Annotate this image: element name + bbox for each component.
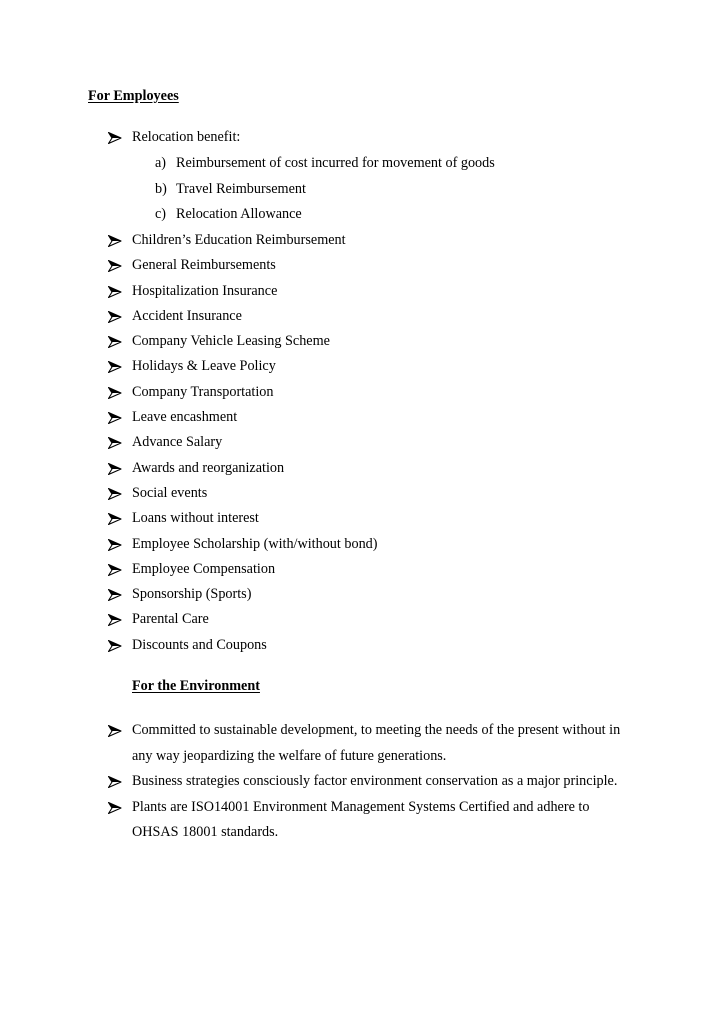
- arrow-bullet-icon: [108, 228, 124, 253]
- arrow-bullet-icon: [108, 481, 124, 506]
- arrow-bullet-icon: [108, 405, 124, 430]
- arrow-bullet-icon: [108, 125, 124, 150]
- list-item: [0, 279, 728, 304]
- list-item: [0, 795, 728, 846]
- list-item: [0, 506, 728, 531]
- sub-item-text: Relocation Allowance: [176, 206, 302, 222]
- list-item-text: Sponsorship (Sports): [132, 586, 252, 603]
- relocation-sublist: [0, 151, 728, 228]
- arrow-bullet-icon: [108, 795, 124, 821]
- list-item: [0, 557, 728, 582]
- list-item: [0, 607, 728, 632]
- sub-item-text: Reimbursement of cost incurred for movement of goods: [176, 155, 495, 171]
- list-item: [0, 769, 728, 795]
- list-item: [0, 405, 728, 430]
- list-item: [0, 430, 728, 455]
- list-item-text: Hospitalization Insurance: [132, 282, 278, 299]
- list-item-text: Awards and reorganization: [132, 459, 285, 476]
- employees-heading: For Employees: [88, 88, 179, 104]
- sub-list-item: [0, 202, 728, 228]
- list-item: [0, 380, 728, 405]
- list-item-text: Leave encashment: [132, 409, 238, 426]
- list-item: [0, 633, 728, 658]
- list-item: [0, 354, 728, 379]
- list-item: [0, 481, 728, 506]
- list-item-text: Advance Salary: [132, 434, 223, 451]
- arrow-bullet-icon: [108, 532, 124, 557]
- arrow-bullet-icon: [108, 253, 124, 278]
- list-item: [0, 253, 728, 278]
- relocation-list: [0, 125, 728, 150]
- list-item-text: Discounts and Coupons: [132, 636, 267, 653]
- list-item-text: Children’s Education Reimbursement: [132, 232, 346, 248]
- arrow-bullet-icon: [108, 607, 124, 632]
- arrow-bullet-icon: [108, 329, 124, 354]
- environment-list: [0, 718, 728, 846]
- list-item-text: Employee Scholarship (with/without bond): [132, 535, 378, 552]
- list-item: [0, 329, 728, 354]
- benefit-list: [0, 228, 728, 658]
- list-item: [0, 532, 728, 557]
- arrow-bullet-icon: [108, 304, 124, 329]
- arrow-bullet-icon: [108, 456, 124, 481]
- sub-item-text: Travel Reimbursement: [176, 180, 306, 197]
- list-item-text: Committed to sustainable development, to meeting the needs of the present without in: [132, 722, 621, 738]
- sub-list-item: [0, 177, 728, 203]
- list-item-text: Employee Compensation: [132, 560, 276, 577]
- list-item-text: Accident Insurance: [132, 307, 242, 324]
- list-item-text: Company Transportation: [132, 383, 274, 400]
- list-item-text: Loans without interest: [132, 510, 259, 527]
- arrow-bullet-icon: [108, 506, 124, 531]
- arrow-bullet-icon: [108, 718, 124, 744]
- list-item: [0, 228, 728, 253]
- list-item: [0, 456, 728, 481]
- list-item-text: Plants are ISO14001 Environment Management Systems Certified and adhere to: [132, 798, 590, 815]
- list-item-text: Parental Care: [132, 611, 209, 628]
- sub-item-marker: a): [155, 155, 167, 171]
- arrow-bullet-icon: [108, 430, 124, 455]
- list-item-text: Social events: [132, 484, 208, 501]
- list-item-text-continued: any way jeopardizing the welfare of future generations.: [132, 747, 447, 764]
- list-item: [0, 125, 728, 150]
- list-item: [0, 582, 728, 607]
- sub-item-marker: b): [155, 180, 167, 197]
- list-item: [0, 718, 728, 769]
- environment-heading: For the Environment: [132, 678, 260, 694]
- list-item-text-continued: OHSAS 18001 standards.: [132, 824, 279, 840]
- arrow-bullet-icon: [108, 279, 124, 304]
- list-item-text: Business strategies consciously factor environment conservation as a major principle.: [132, 773, 618, 789]
- sub-list-item: [0, 151, 728, 177]
- arrow-bullet-icon: [108, 557, 124, 582]
- list-item-text: General Reimbursements: [132, 257, 276, 274]
- relocation-label: Relocation benefit:: [132, 129, 241, 145]
- sub-item-marker: c): [155, 206, 167, 222]
- arrow-bullet-icon: [108, 354, 124, 379]
- list-item-text: Company Vehicle Leasing Scheme: [132, 333, 330, 350]
- list-item-text: Holidays & Leave Policy: [132, 358, 276, 375]
- list-item: [0, 304, 728, 329]
- arrow-bullet-icon: [108, 380, 124, 405]
- arrow-bullet-icon: [108, 769, 124, 795]
- arrow-bullet-icon: [108, 582, 124, 607]
- arrow-bullet-icon: [108, 633, 124, 658]
